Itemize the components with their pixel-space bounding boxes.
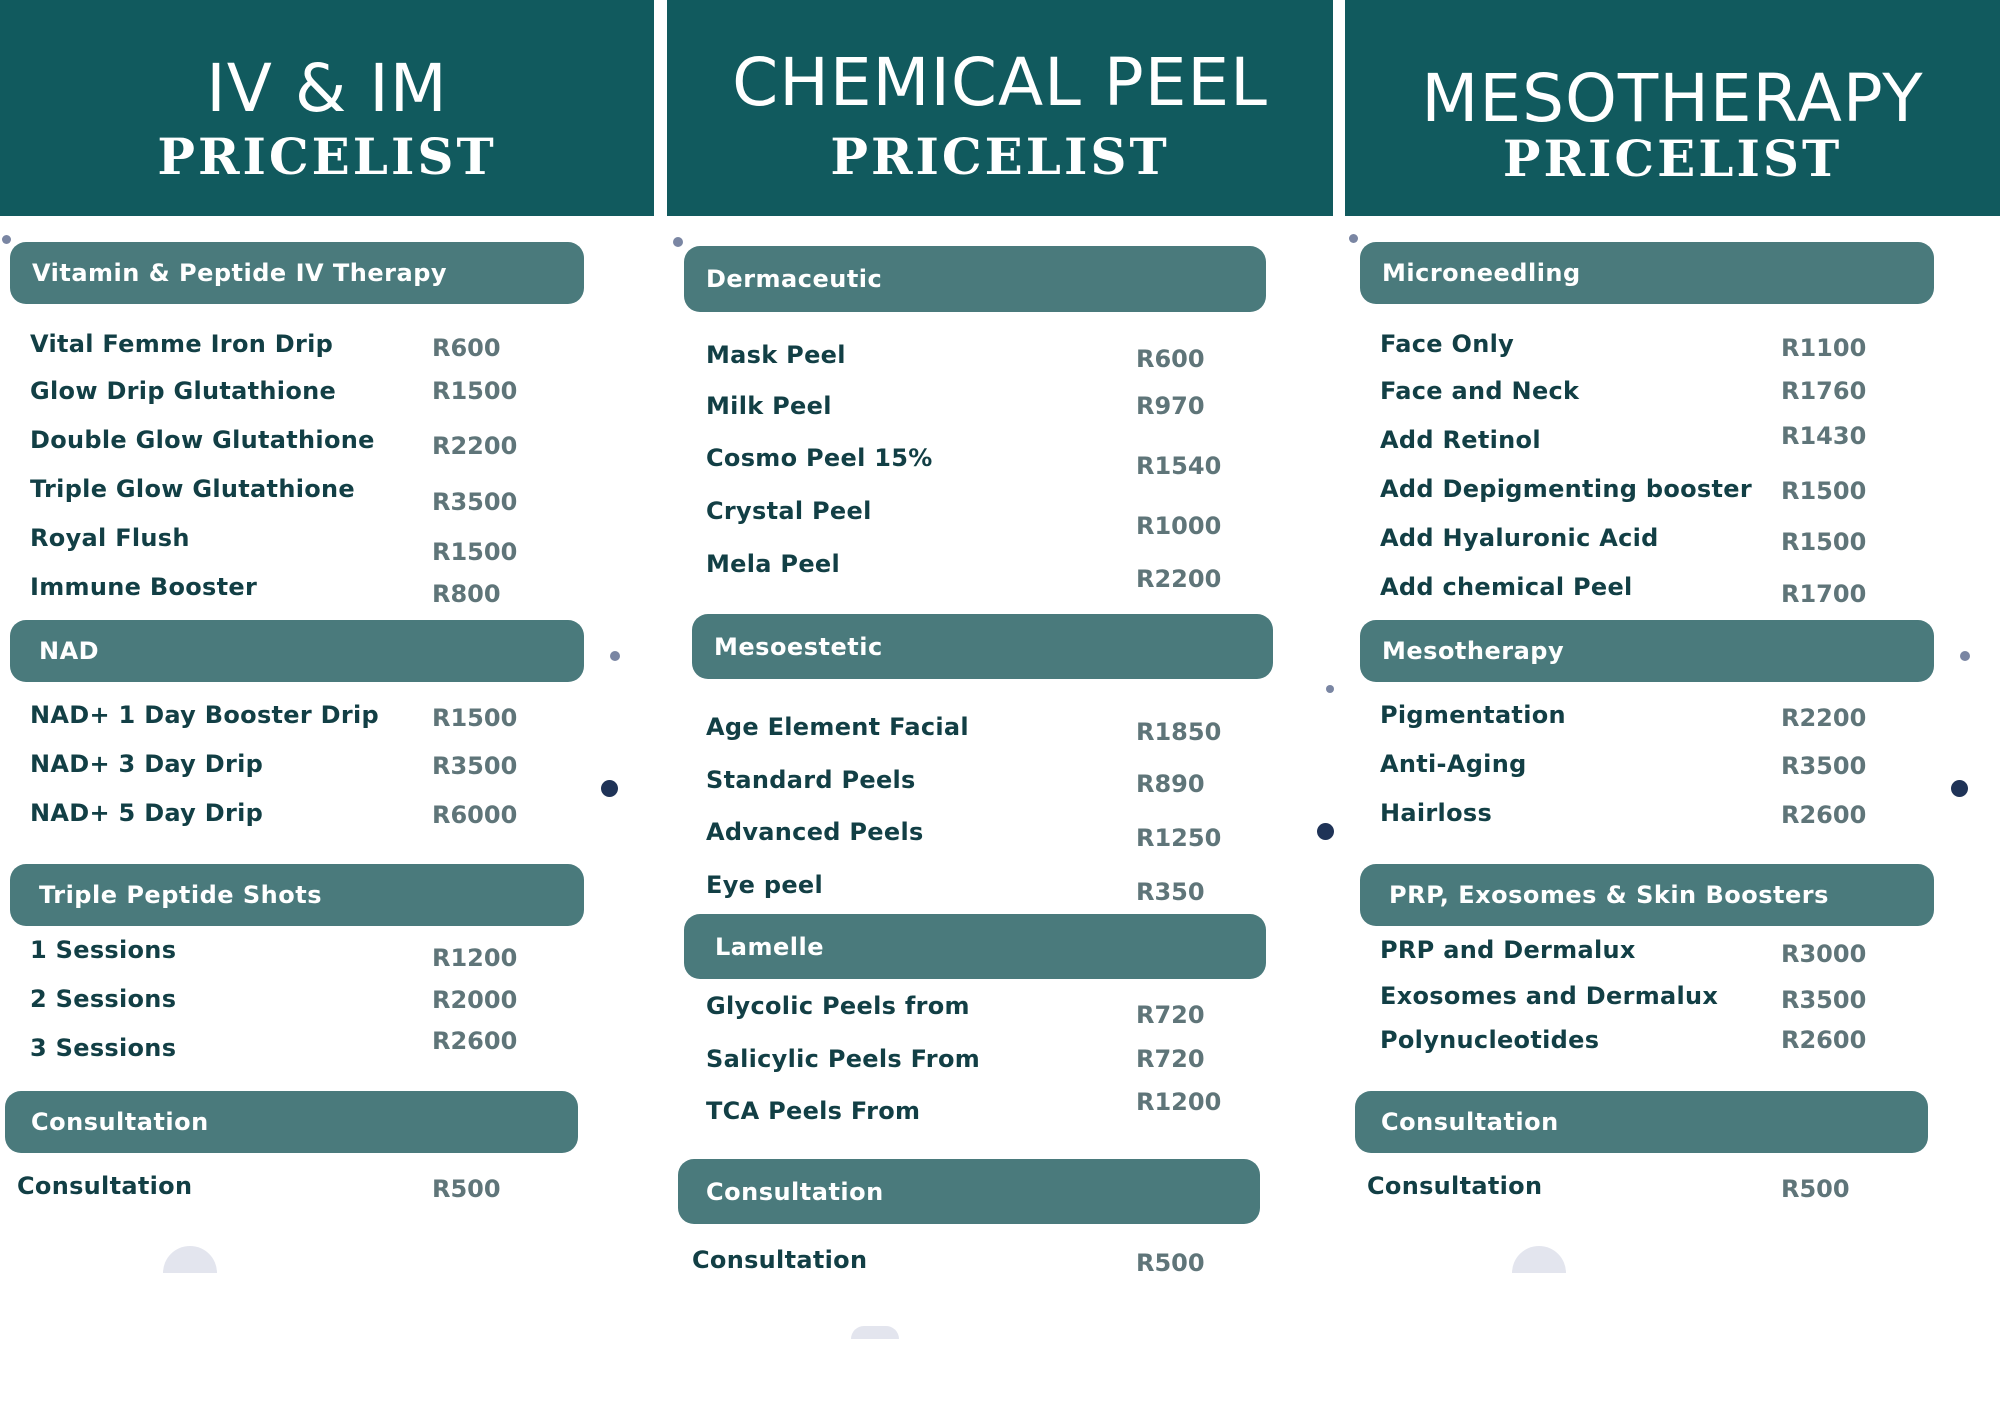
item-name: Advanced Peels [706,818,924,846]
header-subtitle: PRICELIST [157,127,497,186]
item-price: R1500 [432,377,518,405]
item-price: R1200 [1136,1088,1222,1116]
item-price: R1250 [1136,824,1222,852]
item-name: Consultation [1367,1172,1543,1200]
item-price: R2600 [1781,1026,1867,1054]
decor-dot [1317,823,1334,840]
item-price: R500 [432,1175,501,1203]
item-price: R720 [1136,1045,1205,1073]
pricelist-iv-im [0,0,654,1414]
item-price: R2200 [432,432,518,460]
item-name: NAD+ 3 Day Drip [30,750,264,778]
item-price: R1500 [432,704,518,732]
item-name: Add chemical Peel [1380,573,1633,601]
item-price: R2200 [1136,565,1222,593]
pricelist-mesotherapy [1345,0,2000,1414]
header-title: MESOTHERAPY [1421,60,1924,137]
item-name: NAD+ 5 Day Drip [30,799,264,827]
item-price: R2000 [432,986,518,1014]
item-name: Consultation [692,1246,868,1274]
item-price: R500 [1136,1249,1205,1277]
item-name: Pigmentation [1380,701,1566,729]
item-name: Vital Femme Iron Drip [30,330,334,358]
decor-dot [2,235,11,244]
item-price: R6000 [432,801,518,829]
decor-dot [1349,234,1358,243]
item-name: Milk Peel [706,392,832,420]
item-price: R1430 [1781,422,1867,450]
section-bar-dermaceutic: Dermaceutic [684,246,1266,312]
header-iv-im [0,0,654,216]
decor-dot [673,237,683,247]
section-bar-mesotherapy: Mesotherapy [1360,620,1934,682]
decor-half-circle [851,1326,899,1339]
item-name: Anti-Aging [1380,750,1527,778]
item-price: R1760 [1781,377,1867,405]
item-price: R2600 [1781,801,1867,829]
item-price: R1500 [432,538,518,566]
section-bar-nad: NAD [10,620,584,682]
item-price: R3500 [1781,752,1867,780]
header-title: CHEMICAL PEEL [732,44,1268,121]
item-price: R720 [1136,1001,1205,1029]
header-title: IV & IM [206,50,448,127]
section-bar-consultation: Consultation [1355,1091,1928,1153]
item-price: R1100 [1781,334,1867,362]
item-name: Add Hyaluronic Acid [1380,524,1659,552]
decor-dot [1326,685,1334,693]
section-bar-lamelle: Lamelle [684,914,1266,979]
item-name: Cosmo Peel 15% [706,444,933,472]
item-price: R3000 [1781,940,1867,968]
item-price: R600 [1136,345,1205,373]
item-name: Polynucleotides [1380,1026,1600,1054]
decor-dot [1951,780,1968,797]
item-name: Face and Neck [1380,377,1580,405]
item-price: R600 [432,334,501,362]
section-bar-mesoestetic: Mesoestetic [692,614,1273,679]
item-price: R3500 [432,752,518,780]
item-price: R890 [1136,770,1205,798]
item-name: Immune Booster [30,573,258,601]
item-name: Crystal Peel [706,497,872,525]
item-name: Eye peel [706,871,824,899]
decor-half-circle [1512,1246,1566,1273]
item-price: R1500 [1781,528,1867,556]
item-name: Hairloss [1380,799,1493,827]
item-name: Age Element Facial [706,713,969,741]
item-name: PRP and Dermalux [1380,936,1636,964]
decor-dot [610,651,620,661]
decor-dot [601,780,618,797]
item-price: R1850 [1136,718,1222,746]
item-name: Standard Peels [706,766,916,794]
item-price: R500 [1781,1175,1850,1203]
item-price: R1500 [1781,477,1867,505]
item-name: Add Depigmenting booster [1380,475,1752,503]
item-name: Triple Glow Glutathione [30,475,355,503]
item-name: Exosomes and Dermalux [1380,982,1719,1010]
item-price: R3500 [432,488,518,516]
item-name: Double Glow Glutathione [30,426,375,454]
item-name: Mela Peel [706,550,841,578]
section-bar-consultation: Consultation [678,1159,1260,1224]
item-price: R3500 [1781,986,1867,1014]
section-bar-triple-peptide: Triple Peptide Shots [10,864,584,926]
item-price: R1200 [432,944,518,972]
item-price: R1700 [1781,580,1867,608]
decor-dot [1960,651,1970,661]
item-name: Add Retinol [1380,426,1541,454]
header-subtitle: PRICELIST [1502,129,1843,188]
decor-half-circle [163,1246,217,1273]
item-name: Salicylic Peels From [706,1045,981,1073]
item-name: 3 Sessions [30,1034,177,1062]
item-price: R2600 [432,1027,518,1055]
item-name: Glow Drip Glutathione [30,377,337,405]
section-bar-consultation: Consultation [5,1091,578,1153]
item-name: Face Only [1380,330,1515,358]
item-price: R1540 [1136,452,1222,480]
item-price: R2200 [1781,704,1867,732]
header-subtitle: PRICELIST [830,127,1170,186]
item-name: NAD+ 1 Day Booster Drip [30,701,380,729]
section-bar-prp-exosomes: PRP, Exosomes & Skin Boosters [1360,864,1934,926]
header-mesotherapy [1345,0,2000,216]
pricelist-chemical-peel [667,0,1333,1414]
item-name: Royal Flush [30,524,190,552]
section-bar-vitamin-peptide: Vitamin & Peptide IV Therapy [10,242,584,304]
item-name: Glycolic Peels from [706,992,970,1020]
item-name: 2 Sessions [30,985,177,1013]
item-price: R800 [432,580,501,608]
item-name: Consultation [17,1172,193,1200]
item-price: R350 [1136,878,1205,906]
item-price: R1000 [1136,512,1222,540]
item-price: R970 [1136,392,1205,420]
item-name: Mask Peel [706,341,846,369]
item-name: 1 Sessions [30,936,177,964]
section-bar-microneedling: Microneedling [1360,242,1934,304]
item-name: TCA Peels From [706,1097,921,1125]
header-chemical-peel [667,0,1333,216]
